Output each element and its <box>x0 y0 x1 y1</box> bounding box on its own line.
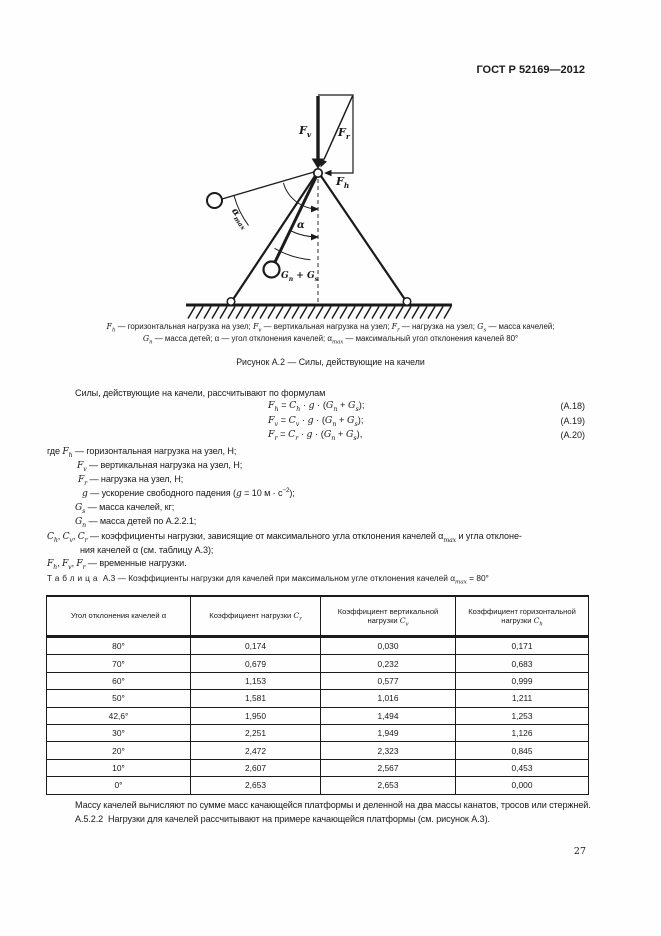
table-cell: 0,679 <box>191 655 321 672</box>
table-cell: 30° <box>47 724 191 741</box>
table-cell: 0,845 <box>456 742 589 759</box>
angle-arc-small-arrowhead <box>311 206 319 213</box>
swing-seat-max-circle <box>207 193 222 208</box>
table-cell: 1,211 <box>456 690 589 707</box>
definition-line: ния качелей α (см. таблицу А.3); <box>80 544 214 555</box>
table-cell: 2,251 <box>191 724 321 741</box>
alpha-label: α <box>297 220 305 231</box>
table-cell: 0° <box>47 777 191 794</box>
table-row <box>47 724 589 741</box>
table-row <box>47 742 589 759</box>
table-cell: 20° <box>47 742 191 759</box>
formula-number: (А.18) <box>560 401 585 411</box>
document-header: ГОСТ Р 52169—2012 <box>476 64 585 76</box>
definition-line: g — ускорение свободного падения (g = 10 $м \cdot с^{-2}$); <box>82 487 295 500</box>
table-cell: 0,683 <box>456 655 589 672</box>
table-cell: 1,950 <box>191 707 321 724</box>
definition-line: $F_r$ — нагрузка на узел, Н; <box>78 474 184 487</box>
table-cell: 10° <box>47 759 191 776</box>
table-row <box>47 759 589 776</box>
coefficients-table-wrapper <box>46 595 589 795</box>
angle-arc-alpha-arrowhead <box>311 234 319 241</box>
table-cell: 1,253 <box>456 707 589 724</box>
definition-line: $G_s$ — масса качелей, кг; <box>75 502 175 516</box>
table-row <box>47 777 589 794</box>
fv-label: $F_v$ <box>299 124 312 140</box>
closing-paragraph-1: Массу качелей вычисляют по сумме масс качающейся платформы и деленной на два массы канатов, тросов или стержней. <box>75 800 591 810</box>
table-cell: 0,999 <box>456 672 589 689</box>
formulas-intro: Силы, действующие на качели, рассчитывают по формулам <box>75 388 326 398</box>
swing-rope-max <box>222 172 314 199</box>
swing-load-circle <box>264 262 280 278</box>
table-header-cv: Коэффициент вертикальной нагрузки $C_v$ <box>321 596 456 637</box>
definitions-block <box>47 445 619 571</box>
fh-arrowhead <box>324 170 332 177</box>
formula-number: (А.19) <box>560 415 585 426</box>
load-label: $G_п + G_s$ <box>281 271 319 283</box>
table-cell: 2,607 <box>191 759 321 776</box>
figure-caption-line1: $F_h$ — горизонтальная нагрузка на узел; $F_v$ — вертикальная нагрузка на узел; $F_r$ — нагрузка на узел; $G_s$ — масса качелей; <box>106 322 555 334</box>
alpha-max-label: $\alpha_{max}$ <box>229 206 248 232</box>
page-number: 27 <box>573 846 586 857</box>
table-cell: 1,581 <box>191 690 321 707</box>
table-cell: 70° <box>47 655 191 672</box>
node-joint-circle <box>314 169 322 177</box>
figure-a2-diagram <box>0 0 661 330</box>
definition-line: где $F_h$ — горизонтальная нагрузка на узел, Н; <box>47 446 237 459</box>
formula-number: (А.20) <box>560 430 585 440</box>
table-cell: 42,6° <box>47 707 191 724</box>
table-cell: 0,171 <box>456 637 589 655</box>
table-cell: 0,232 <box>321 655 456 672</box>
table-cell: 2,323 <box>321 742 456 759</box>
table-cell: 1,016 <box>321 690 456 707</box>
table-cell: 2,472 <box>191 742 321 759</box>
definition-line: $F_h$, $F_v$, $F_r$ — временные нагрузки. <box>47 557 187 571</box>
table-header-angle: Угол отклонения качелей α <box>47 596 191 637</box>
figure-caption <box>30 321 631 344</box>
formula-expression: $F_v = C_v \cdot g \cdot (G_п + G_s)$; <box>268 414 364 428</box>
formula-a20 <box>47 429 585 442</box>
table-body <box>47 637 589 795</box>
formula-expression: $F_r = C_r \cdot g \cdot (G_п + G_s)$, <box>268 429 363 442</box>
table-row <box>47 707 589 724</box>
table-cell: 0,453 <box>456 759 589 776</box>
table-cell: 80° <box>47 637 191 655</box>
definition-line: $G_п$ — масса детей по А.2.2.1; <box>75 516 197 530</box>
table-cell: 0,030 <box>321 637 456 655</box>
swing-rope-current <box>275 173 318 262</box>
fr-label: $F_r$ <box>338 126 350 142</box>
table-header-cr: Коэффициент нагрузки $C_r$ <box>191 596 321 637</box>
table-row <box>47 690 589 707</box>
formula-expression: $F_h = C_h \cdot g \cdot (G_п + G_s)$; <box>268 400 365 413</box>
ground-anchor-left <box>227 298 235 306</box>
coefficients-table <box>46 595 589 795</box>
table-cell: 0,174 <box>191 637 321 655</box>
fh-label: $F_h$ <box>336 175 350 191</box>
table-row <box>47 637 589 655</box>
table-label: Таблица <box>47 573 101 583</box>
ground-anchor-right <box>403 298 411 306</box>
table-title-text: А.3 — Коэффициенты нагрузки для качелей при максимальном угле отклонения качелей $\alpha_{max} = 80^\circ$ <box>102 573 489 586</box>
table-cell: 2,653 <box>191 777 321 794</box>
figure-caption-line2: $G_п$ — масса детей; α — угол отклонения качелей; $\alpha_{max}$ — максимальный угол отклонения качелей 80° <box>142 333 519 346</box>
table-cell: 2,567 <box>321 759 456 776</box>
table-cell: 0,577 <box>321 672 456 689</box>
definition-line: $C_h$, $C_v$, $C_r$ — коэффициенты нагрузки, зависящие от максимального угла отклонения качелей $\alpha_{max}$ и угла отклоне- <box>47 530 522 544</box>
definition-line: $F_v$ — вертикальная нагрузка на узел, Н; <box>77 460 243 473</box>
table-row <box>47 655 589 672</box>
clause-number: А.5.2.2 <box>75 813 104 824</box>
table-cell: 0,000 <box>456 777 589 794</box>
figure-title: Рисунок А.2 — Силы, действующие на качели <box>236 357 425 367</box>
frame-leg-right <box>321 176 406 301</box>
frame-leg-left <box>232 176 315 301</box>
table-cell: 1,126 <box>456 724 589 741</box>
table-title <box>47 573 587 586</box>
table-row <box>47 672 589 689</box>
table-cell: 2,653 <box>321 777 456 794</box>
closing-paragraph-2 <box>47 813 619 827</box>
formula-a18 <box>47 400 585 413</box>
closing-block <box>47 799 619 826</box>
table-header-ch: Коэффициент горизонтальной нагрузки $C_h$ <box>456 596 589 637</box>
table-header-row <box>47 596 589 637</box>
table-cell: 50° <box>47 690 191 707</box>
table-cell: 1,153 <box>191 672 321 689</box>
table-cell: 1,494 <box>321 707 456 724</box>
table-cell: 1,949 <box>321 724 456 741</box>
formula-a19 <box>47 415 585 428</box>
ground-hatch <box>188 307 452 319</box>
clause-text: Нагрузки для качелей рассчитывают на примере качающейся платформы (см. рисунок А.3). <box>107 813 490 824</box>
fr-arrowhead <box>321 159 328 168</box>
table-cell: 60° <box>47 672 191 689</box>
